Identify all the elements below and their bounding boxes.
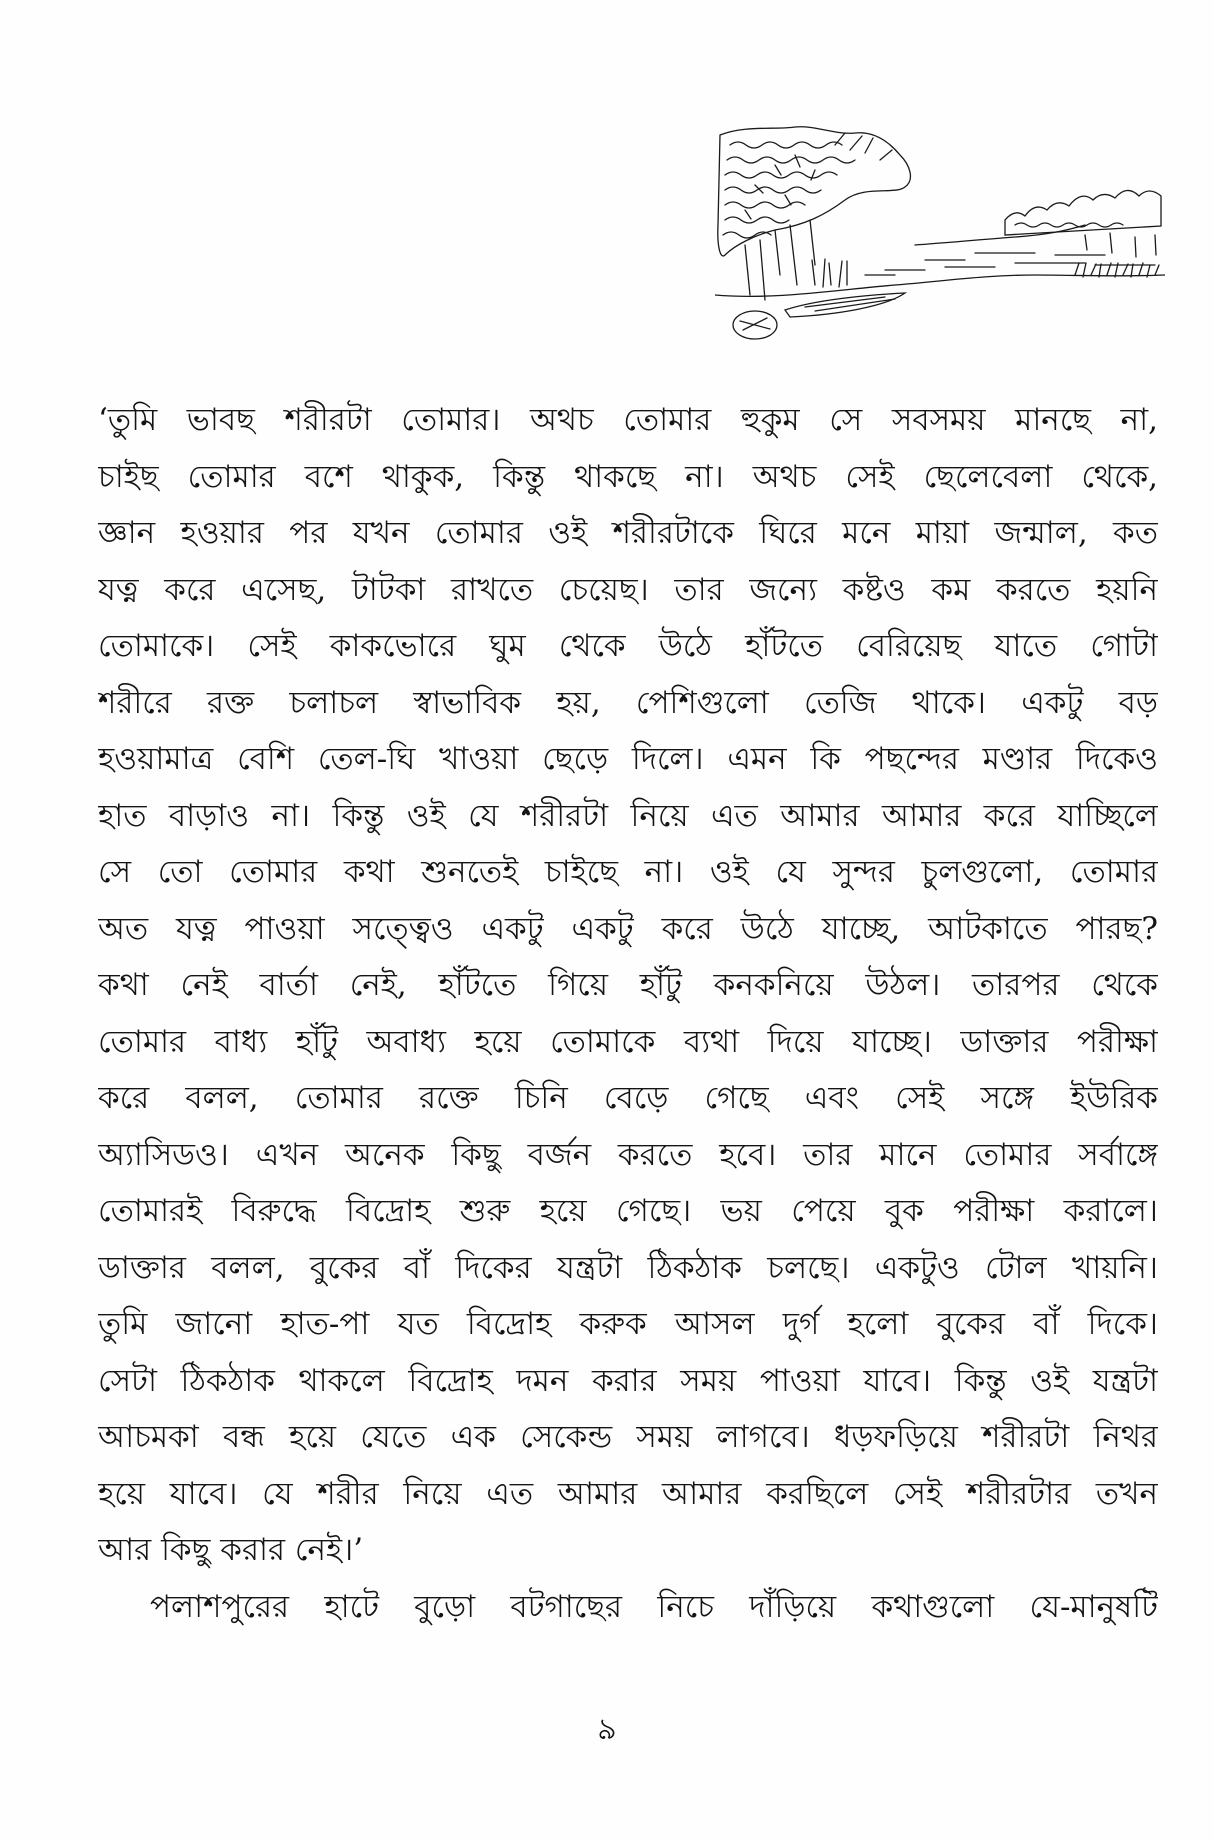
text-line: পলাশপুরের হাটে বুড়ো বটগাছের নিচে দাঁড়িয়ে কথাগুলো যে-মানুষটি [150, 1588, 1158, 1625]
text-line: চাইছ তোমার বশে থাকুক, কিন্তু থাকছে না। অথচ সেই ছেলেবেলা থেকে, [98, 458, 1158, 495]
text-line: ‘তুমি ভাবছ শরীরটা তোমার। অথচ তোমার হুকুম সে সবসময় মানছে না, [98, 402, 1158, 438]
text-line: সেটা ঠিকঠাক থাকলে বিদ্রোহ দমন করার সময় পাওয়া যাবে। কিন্তু ওই যন্ত্রটা [98, 1362, 1158, 1399]
text-line: তোমারই বিরুদ্ধে বিদ্রোহ শুরু হয়ে গেছে। ভয় পেয়ে বুক পরীক্ষা করালে। [98, 1193, 1158, 1229]
text-line: অ্যাসিডও। এখন অনেক কিছু বর্জন করতে হবে। তার মানে তোমার সর্বাঙ্গে [98, 1136, 1158, 1173]
text-line: করে বলল, তোমার রক্তে চিনি বেড়ে গেছে এবং সেই সঙ্গে ইউরিক [98, 1080, 1158, 1116]
page-number: ৯ [597, 1712, 617, 1747]
text-line: তোমাকে। সেই কাকভোরে ঘুম থেকে উঠে হাঁটতে বেরিয়েছ যাতে গোটা [98, 628, 1158, 664]
text-line: অত যত্ন পাওয়া সত্ত্বেও একটু একটু করে উঠে যাচ্ছে, আটকাতে পারছ? [98, 910, 1158, 947]
text-line: যত্ন করে এসেছ, টাটকা রাখতে চেয়েছ। তার জন্যে কষ্টও কম করতে হয়নি [98, 571, 1158, 608]
text-line: আর কিছু করার নেই।’ [98, 1532, 364, 1568]
text-line: তুমি জানো হাত-পা যত বিদ্রোহ করুক আসল দুর্গ হলো বুকের বাঁ দিকে। [98, 1306, 1158, 1342]
text-line: কথা নেই বার্তা নেই, হাঁটতে গিয়ে হাঁটু কনকনিয়ে উঠল। তারপর থেকে [98, 967, 1158, 1003]
text-line: হওয়ামাত্র বেশি তেল-ঘি খাওয়া ছেড়ে দিলে। এমন কি পছন্দের মণ্ডার দিকেও [98, 741, 1158, 777]
text-line: জ্ঞান হওয়ার পর যখন তোমার ওই শরীরটাকে ঘিরে মনে মায়া জন্মাল, কত [98, 515, 1158, 551]
text-line: হয়ে যাবে। যে শরীর নিয়ে এত আমার আমার করছিলে সেই শরীরটার তখন [98, 1475, 1158, 1512]
text-line: শরীরে রক্ত চলাচল স্বাভাবিক হয়, পেশিগুলো তেজি থাকে। একটু বড় [98, 684, 1158, 721]
text-line: সে তো তোমার কথা শুনতেই চাইছে না। ওই যে সুন্দর চুলগুলো, তোমার [98, 854, 1158, 890]
text-line: হাত বাড়াও না। কিন্তু ওই যে শরীরটা নিয়ে এত আমার আমার করে যাচ্ছিলে [98, 797, 1158, 834]
text-line: ডাক্তার বলল, বুকের বাঁ দিকের যন্ত্রটা ঠিকঠাক চলছে। একটুও টোল খায়নি। [98, 1249, 1158, 1286]
text-line: আচমকা বন্ধ হয়ে যেতে এক সেকেন্ড সময় লাগবে। ধড়ফড়িয়ে শরীরটা নিথর [98, 1419, 1158, 1455]
body-text [98, 392, 1158, 1635]
river-landscape-sketch-icon [715, 125, 1165, 345]
text-line: তোমার বাধ্য হাঁটু অবাধ্য হয়ে তোমাকে ব্যথা দিয়ে যাচ্ছে। ডাক্তার পরীক্ষা [98, 1023, 1158, 1060]
